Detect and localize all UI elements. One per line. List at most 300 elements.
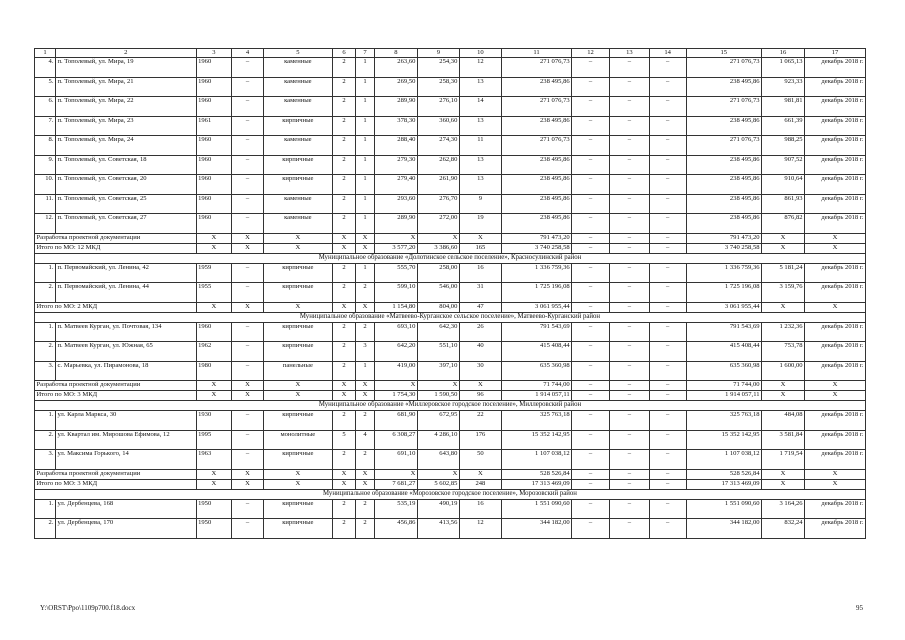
column-number: 1 bbox=[35, 49, 56, 58]
table-cell: 238 495,86 bbox=[501, 214, 571, 234]
completion-date-cell: декабрь 2018 г. bbox=[805, 175, 866, 195]
summary-cell: – bbox=[649, 391, 686, 401]
completion-date-cell: декабрь 2018 г. bbox=[805, 97, 866, 117]
table-cell: – bbox=[572, 77, 610, 97]
summary-cell: X bbox=[232, 243, 263, 253]
table-cell: 12. bbox=[35, 214, 56, 234]
summary-cell: – bbox=[609, 479, 649, 489]
table-cell: 325 763,18 bbox=[686, 411, 762, 431]
summary-cell: 1 914 057,11 bbox=[686, 391, 762, 401]
table-cell: 3 581,84 bbox=[762, 430, 805, 450]
column-number: 12 bbox=[572, 49, 610, 58]
table-cell: 2 bbox=[332, 263, 355, 283]
address-cell: ул. Квартал им. Мирошова Ефимова, 12 bbox=[55, 430, 196, 450]
table-cell: 415 408,44 bbox=[501, 342, 571, 362]
table-cell: 2. bbox=[35, 430, 56, 450]
table-cell: 262,80 bbox=[417, 155, 459, 175]
table-cell: 642,20 bbox=[374, 342, 417, 362]
summary-cell: X bbox=[805, 391, 866, 401]
table-cell: – bbox=[609, 58, 649, 78]
table-cell: 238 495,86 bbox=[686, 116, 762, 136]
table-cell: 1 bbox=[356, 136, 375, 156]
table-cell: 3 159,76 bbox=[762, 283, 805, 303]
table-cell: 344 182,00 bbox=[686, 519, 762, 539]
table-cell: 2 bbox=[332, 77, 355, 97]
column-number: 16 bbox=[762, 49, 805, 58]
table-cell: 238 495,86 bbox=[686, 175, 762, 195]
address-cell: п. Тополевый, ул. Советская, 20 bbox=[55, 175, 196, 195]
summary-cell: X bbox=[356, 479, 375, 489]
table-cell: – bbox=[232, 342, 263, 362]
table-cell: 271 076,73 bbox=[686, 97, 762, 117]
table-cell: кирпичные bbox=[263, 116, 332, 136]
table-cell: 274,30 bbox=[417, 136, 459, 156]
summary-cell: 1 590,50 bbox=[417, 391, 459, 401]
table-cell: 238 495,86 bbox=[686, 214, 762, 234]
summary-cell: X bbox=[263, 243, 332, 253]
table-cell: 271 076,73 bbox=[686, 58, 762, 78]
table-cell: 2 bbox=[332, 116, 355, 136]
building-row bbox=[35, 175, 866, 195]
municipality-title: Муниципальное образование «Миллеровское городское поселение», Миллеровский район bbox=[35, 401, 866, 411]
table-cell: 1962 bbox=[196, 342, 232, 362]
building-row bbox=[35, 194, 866, 214]
table-cell: 279,40 bbox=[374, 175, 417, 195]
completion-date-cell: декабрь 2018 г. bbox=[805, 342, 866, 362]
table-cell: 238 495,86 bbox=[501, 155, 571, 175]
table-cell: – bbox=[232, 322, 263, 342]
table-cell: – bbox=[649, 263, 686, 283]
summary-cell: X bbox=[762, 243, 805, 253]
table-cell: 325 763,18 bbox=[501, 411, 571, 431]
summary-cell: X bbox=[459, 233, 501, 243]
summary-row bbox=[35, 391, 866, 401]
summary-cell: – bbox=[609, 233, 649, 243]
table-cell: 2 bbox=[332, 136, 355, 156]
table-cell: – bbox=[649, 116, 686, 136]
table-cell: – bbox=[649, 97, 686, 117]
summary-cell: X bbox=[332, 381, 355, 391]
table-cell: кирпичные bbox=[263, 283, 332, 303]
column-number: 8 bbox=[374, 49, 417, 58]
table-cell: 2 bbox=[356, 450, 375, 470]
summary-cell: X bbox=[356, 381, 375, 391]
summary-label: Разработка проектной документации bbox=[35, 233, 197, 243]
table-cell: – bbox=[232, 499, 263, 519]
table-cell: 1 bbox=[356, 194, 375, 214]
table-cell: – bbox=[609, 77, 649, 97]
summary-label: Разработка проектной документации bbox=[35, 469, 197, 479]
table-cell: – bbox=[609, 411, 649, 431]
summary-cell: X bbox=[196, 469, 232, 479]
table-cell: каменные bbox=[263, 136, 332, 156]
table-cell: кирпичные bbox=[263, 342, 332, 362]
table-cell: панельные bbox=[263, 361, 332, 381]
table-cell: кирпичные bbox=[263, 450, 332, 470]
column-number: 7 bbox=[356, 49, 375, 58]
completion-date-cell: декабрь 2018 г. bbox=[805, 58, 866, 78]
table-cell: 12 bbox=[459, 519, 501, 539]
table-cell: 7. bbox=[35, 116, 56, 136]
page-number: 95 bbox=[856, 604, 863, 612]
summary-cell: – bbox=[649, 381, 686, 391]
table-cell: 1960 bbox=[196, 175, 232, 195]
table-cell: – bbox=[649, 519, 686, 539]
table-cell: – bbox=[232, 283, 263, 303]
table-cell: 6 308,27 bbox=[374, 430, 417, 450]
table-cell: 3 bbox=[356, 342, 375, 362]
table-cell: 1930 bbox=[196, 411, 232, 431]
building-row bbox=[35, 58, 866, 78]
table-cell: 691,10 bbox=[374, 450, 417, 470]
table-cell: 1 336 759,36 bbox=[686, 263, 762, 283]
summary-cell: X bbox=[332, 479, 355, 489]
table-cell: – bbox=[609, 194, 649, 214]
summary-row bbox=[35, 233, 866, 243]
table-cell: 2 bbox=[332, 342, 355, 362]
table-cell: – bbox=[649, 58, 686, 78]
summary-cell: X bbox=[805, 243, 866, 253]
table-cell: 1960 bbox=[196, 155, 232, 175]
summary-cell: X bbox=[232, 381, 263, 391]
table-cell: 1. bbox=[35, 322, 56, 342]
table-body bbox=[35, 49, 866, 539]
table-cell: 271 076,73 bbox=[501, 97, 571, 117]
summary-cell: X bbox=[805, 469, 866, 479]
address-cell: ул. Дербенцева, 168 bbox=[55, 499, 196, 519]
table-cell: – bbox=[649, 155, 686, 175]
table-cell: 271 076,73 bbox=[686, 136, 762, 156]
table-cell: 2 bbox=[332, 155, 355, 175]
table-cell: 2. bbox=[35, 342, 56, 362]
table-cell: – bbox=[649, 499, 686, 519]
table-cell: – bbox=[609, 116, 649, 136]
table-cell: 535,19 bbox=[374, 499, 417, 519]
table-cell: – bbox=[232, 411, 263, 431]
table-cell: – bbox=[572, 322, 610, 342]
column-number: 11 bbox=[501, 49, 571, 58]
summary-row bbox=[35, 302, 866, 312]
building-row bbox=[35, 116, 866, 136]
summary-cell: X bbox=[374, 233, 417, 243]
summary-cell: X bbox=[374, 381, 417, 391]
summary-row bbox=[35, 479, 866, 489]
table-cell: 1 bbox=[356, 58, 375, 78]
summary-cell: – bbox=[609, 469, 649, 479]
table-cell: кирпичные bbox=[263, 263, 332, 283]
municipality-title: Муниципальное образование «Морозовское городское поселение», Морозовский район bbox=[35, 489, 866, 499]
table-cell: 2 bbox=[332, 322, 355, 342]
table-cell: – bbox=[609, 97, 649, 117]
summary-row bbox=[35, 381, 866, 391]
summary-cell: X bbox=[356, 469, 375, 479]
table-cell: 2. bbox=[35, 519, 56, 539]
summary-cell: 791 473,20 bbox=[501, 233, 571, 243]
table-cell: – bbox=[572, 361, 610, 381]
summary-cell: – bbox=[609, 243, 649, 253]
table-cell: 269,50 bbox=[374, 77, 417, 97]
table-cell: 19 bbox=[459, 214, 501, 234]
summary-cell: 528 526,84 bbox=[501, 469, 571, 479]
summary-cell: X bbox=[762, 479, 805, 489]
summary-row bbox=[35, 469, 866, 479]
table-cell: 258,00 bbox=[417, 263, 459, 283]
summary-cell: X bbox=[263, 479, 332, 489]
summary-cell: X bbox=[356, 233, 375, 243]
summary-cell: – bbox=[572, 391, 610, 401]
table-cell: 1 551 090,60 bbox=[686, 499, 762, 519]
summary-cell: X bbox=[459, 469, 501, 479]
table-cell: 988,25 bbox=[762, 136, 805, 156]
table-cell: 2 bbox=[356, 283, 375, 303]
table-cell: 3. bbox=[35, 361, 56, 381]
table-cell: – bbox=[609, 283, 649, 303]
table-cell: 1 600,00 bbox=[762, 361, 805, 381]
table-cell: 276,70 bbox=[417, 194, 459, 214]
table-cell: кирпичные bbox=[263, 175, 332, 195]
building-row bbox=[35, 322, 866, 342]
column-number-row bbox=[35, 49, 866, 58]
summary-cell: X bbox=[762, 381, 805, 391]
column-number: 10 bbox=[459, 49, 501, 58]
table-cell: 9 bbox=[459, 194, 501, 214]
completion-date-cell: декабрь 2018 г. bbox=[805, 116, 866, 136]
table-cell: – bbox=[649, 283, 686, 303]
table-cell: 10. bbox=[35, 175, 56, 195]
column-number: 17 bbox=[805, 49, 866, 58]
table-cell: – bbox=[609, 450, 649, 470]
table-cell: 2 bbox=[332, 58, 355, 78]
table-cell: 11. bbox=[35, 194, 56, 214]
table-cell: 2 bbox=[332, 214, 355, 234]
table-cell: 6. bbox=[35, 97, 56, 117]
table-cell: – bbox=[572, 519, 610, 539]
summary-cell: X bbox=[263, 302, 332, 312]
table-cell: – bbox=[649, 411, 686, 431]
summary-cell: 3 577,20 bbox=[374, 243, 417, 253]
address-cell: ул. Карла Маркса, 30 bbox=[55, 411, 196, 431]
table-cell: 16 bbox=[459, 263, 501, 283]
table-cell: 1950 bbox=[196, 499, 232, 519]
column-number: 3 bbox=[196, 49, 232, 58]
address-cell: п. Тополевый, ул. Советская, 25 bbox=[55, 194, 196, 214]
table-cell: 12 bbox=[459, 58, 501, 78]
table-cell: каменные bbox=[263, 97, 332, 117]
summary-cell: X bbox=[332, 391, 355, 401]
summary-cell: 3 061 955,44 bbox=[686, 302, 762, 312]
table-cell: 672,95 bbox=[417, 411, 459, 431]
table-cell: 1 719,54 bbox=[762, 450, 805, 470]
completion-date-cell: декабрь 2018 г. bbox=[805, 263, 866, 283]
table-cell: 546,00 bbox=[417, 283, 459, 303]
summary-cell: 5 602,85 bbox=[417, 479, 459, 489]
table-cell: 13 bbox=[459, 155, 501, 175]
table-cell: 753,78 bbox=[762, 342, 805, 362]
table-cell: 643,80 bbox=[417, 450, 459, 470]
table-cell: 271 076,73 bbox=[501, 58, 571, 78]
summary-cell: X bbox=[263, 381, 332, 391]
table-cell: 2 bbox=[332, 499, 355, 519]
summary-cell: X bbox=[459, 381, 501, 391]
table-cell: 263,60 bbox=[374, 58, 417, 78]
table-cell: 238 495,86 bbox=[686, 194, 762, 214]
table-cell: – bbox=[572, 58, 610, 78]
address-cell: п. Тополевый, ул. Мира, 19 bbox=[55, 58, 196, 78]
table-cell: – bbox=[232, 136, 263, 156]
summary-cell: – bbox=[572, 243, 610, 253]
table-cell: 30 bbox=[459, 361, 501, 381]
summary-cell: X bbox=[196, 381, 232, 391]
summary-cell: X bbox=[417, 233, 459, 243]
table-cell: 2 bbox=[332, 450, 355, 470]
summary-cell: 71 744,00 bbox=[501, 381, 571, 391]
table-cell: 26 bbox=[459, 322, 501, 342]
summary-cell: 3 061 955,44 bbox=[501, 302, 571, 312]
file-path: Y:\ORST\Ppo\1109p700.f18.docx bbox=[40, 604, 136, 612]
building-row bbox=[35, 519, 866, 539]
address-cell: п. Тополевый, ул. Советская, 18 bbox=[55, 155, 196, 175]
summary-cell: 96 bbox=[459, 391, 501, 401]
building-row bbox=[35, 361, 866, 381]
column-number: 15 bbox=[686, 49, 762, 58]
completion-date-cell: декабрь 2018 г. bbox=[805, 136, 866, 156]
address-cell: с. Марьевка, ул. Пирамонова, 18 bbox=[55, 361, 196, 381]
table-cell: 1. bbox=[35, 411, 56, 431]
table-cell: 490,19 bbox=[417, 499, 459, 519]
summary-label: Итого по МО: 3 МКД bbox=[35, 391, 197, 401]
table-cell: 261,90 bbox=[417, 175, 459, 195]
table-cell: 2 bbox=[332, 175, 355, 195]
table-cell: 238 495,86 bbox=[501, 77, 571, 97]
table-cell: – bbox=[609, 263, 649, 283]
summary-cell: 804,00 bbox=[417, 302, 459, 312]
table-cell: 1 336 759,36 bbox=[501, 263, 571, 283]
building-row bbox=[35, 214, 866, 234]
table-cell: 13 bbox=[459, 175, 501, 195]
summary-cell: X bbox=[232, 479, 263, 489]
table-cell: 254,30 bbox=[417, 58, 459, 78]
table-cell: 5. bbox=[35, 77, 56, 97]
table-cell: 661,39 bbox=[762, 116, 805, 136]
table-cell: – bbox=[649, 322, 686, 342]
table-cell: кирпичные bbox=[263, 411, 332, 431]
table-cell: – bbox=[649, 430, 686, 450]
completion-date-cell: декабрь 2018 г. bbox=[805, 322, 866, 342]
table-cell: 642,30 bbox=[417, 322, 459, 342]
building-row bbox=[35, 263, 866, 283]
table-cell: 1 725 196,08 bbox=[686, 283, 762, 303]
summary-cell: X bbox=[196, 302, 232, 312]
summary-cell: X bbox=[762, 302, 805, 312]
table-cell: 1 551 090,60 bbox=[501, 499, 571, 519]
table-cell: 1 107 038,12 bbox=[686, 450, 762, 470]
summary-cell: X bbox=[356, 391, 375, 401]
summary-cell: X bbox=[805, 233, 866, 243]
table-cell: 1 bbox=[356, 97, 375, 117]
table-cell: 413,56 bbox=[417, 519, 459, 539]
table-cell: – bbox=[232, 430, 263, 450]
completion-date-cell: декабрь 2018 г. bbox=[805, 499, 866, 519]
table-cell: 4 bbox=[356, 430, 375, 450]
table-cell: 16 bbox=[459, 499, 501, 519]
table-cell: 276,10 bbox=[417, 97, 459, 117]
summary-cell: X bbox=[263, 233, 332, 243]
table-cell: 832,24 bbox=[762, 519, 805, 539]
table-cell: – bbox=[609, 155, 649, 175]
summary-cell: X bbox=[762, 469, 805, 479]
summary-cell: X bbox=[232, 302, 263, 312]
table-cell: 2 bbox=[332, 361, 355, 381]
summary-cell: X bbox=[417, 469, 459, 479]
table-cell: – bbox=[649, 77, 686, 97]
table-cell: 1980 bbox=[196, 361, 232, 381]
table-cell: – bbox=[232, 58, 263, 78]
table-cell: – bbox=[572, 136, 610, 156]
summary-cell: 7 681,27 bbox=[374, 479, 417, 489]
table-cell: 1960 bbox=[196, 136, 232, 156]
summary-cell: X bbox=[196, 243, 232, 253]
table-cell: 22 bbox=[459, 411, 501, 431]
table-cell: 635 360,98 bbox=[686, 361, 762, 381]
summary-cell: X bbox=[332, 233, 355, 243]
summary-cell: – bbox=[649, 233, 686, 243]
capital-repair-table bbox=[34, 48, 866, 539]
address-cell: п. Тополевый, ул. Советская, 27 bbox=[55, 214, 196, 234]
summary-label: Разработка проектной документации bbox=[35, 381, 197, 391]
column-number: 14 bbox=[649, 49, 686, 58]
table-cell: – bbox=[572, 430, 610, 450]
municipality-section-row bbox=[35, 489, 866, 499]
completion-date-cell: декабрь 2018 г. bbox=[805, 214, 866, 234]
summary-label: Итого по МО: 3 МКД bbox=[35, 479, 197, 489]
column-number: 4 bbox=[232, 49, 263, 58]
table-cell: 2 bbox=[332, 194, 355, 214]
address-cell: п. Тополевый, ул. Мира, 24 bbox=[55, 136, 196, 156]
table-cell: 360,60 bbox=[417, 116, 459, 136]
summary-cell: 3 386,60 bbox=[417, 243, 459, 253]
table-cell: 1959 bbox=[196, 263, 232, 283]
table-cell: 3. bbox=[35, 450, 56, 470]
summary-cell: 17 313 469,09 bbox=[501, 479, 571, 489]
table-cell: – bbox=[609, 499, 649, 519]
table-cell: – bbox=[232, 116, 263, 136]
summary-row bbox=[35, 243, 866, 253]
table-cell: 4. bbox=[35, 58, 56, 78]
table-cell: – bbox=[649, 136, 686, 156]
column-number: 13 bbox=[609, 49, 649, 58]
table-cell: – bbox=[572, 97, 610, 117]
summary-cell: – bbox=[572, 479, 610, 489]
building-row bbox=[35, 411, 866, 431]
summary-cell: – bbox=[609, 381, 649, 391]
table-cell: каменные bbox=[263, 214, 332, 234]
summary-cell: X bbox=[417, 381, 459, 391]
summary-cell: – bbox=[572, 381, 610, 391]
table-cell: 13 bbox=[459, 77, 501, 97]
table-cell: – bbox=[609, 136, 649, 156]
table-cell: 238 495,86 bbox=[686, 155, 762, 175]
table-cell: – bbox=[232, 155, 263, 175]
table-cell: 981,81 bbox=[762, 97, 805, 117]
address-cell: п. Матвеев Курган, ул. Южная, 65 bbox=[55, 342, 196, 362]
building-row bbox=[35, 342, 866, 362]
address-cell: ул. Максима Горького, 14 bbox=[55, 450, 196, 470]
table-cell: – bbox=[609, 214, 649, 234]
table-cell: – bbox=[232, 361, 263, 381]
table-cell: 238 495,86 bbox=[686, 77, 762, 97]
table-cell: 1995 bbox=[196, 430, 232, 450]
address-cell: ул. Дербенцева, 170 bbox=[55, 519, 196, 539]
